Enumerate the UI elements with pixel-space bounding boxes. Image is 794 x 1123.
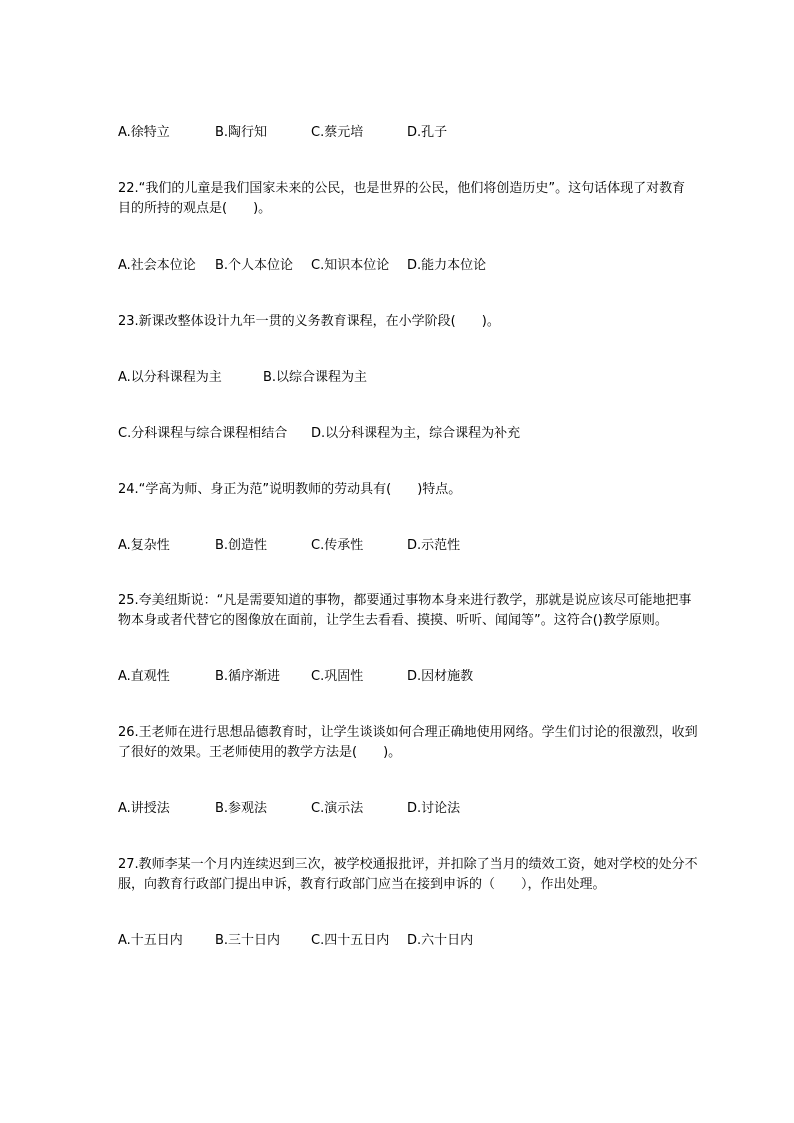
q25-option-b: B.循序渐进 [215, 669, 281, 684]
q26-option-d: D.讨论法 [407, 801, 461, 816]
q22-stem-line1: 22.“我们的儿童是我们国家未来的公民，也是世界的公民，他们将创造历史”。这句话体现了对教育 [118, 181, 686, 196]
q26-stem-line1: 26.王老师在进行思想品德教育时，让学生谈谈如何合理正确地使用网络。学生们讨论的很激烈，收到 [118, 725, 698, 740]
q27-option-d: D.六十日内 [407, 933, 474, 948]
q22-option-b: B.个人本位论 [215, 258, 294, 273]
q24-stem-line1: 24.“学高为师、身正为范”说明教师的劳动具有( )特点。 [118, 482, 462, 497]
q27-option-a: A.十五日内 [118, 933, 183, 948]
q21-option-d: D.孔子 [407, 125, 448, 140]
q24-option-b: B.创造性 [215, 538, 268, 553]
q24-option-d: D.示范性 [407, 538, 461, 553]
q22-option-c: C.知识本位论 [311, 258, 390, 273]
q21-option-c: C.蔡元培 [311, 125, 364, 140]
q23-option-a: A.以分科课程为主 [118, 370, 222, 385]
q27-stem-line2: 服，向教育行政部门提出申诉，教育行政部门应当在接到申诉的（ ），作出处理。 [118, 877, 606, 892]
q26-option-c: C.演示法 [311, 801, 364, 816]
q23-option-d: D.以分科课程为主，综合课程为补充 [311, 426, 521, 441]
q23-option-c: C.分科课程与综合课程相结合 [118, 426, 288, 441]
q25-stem-line2: 物本身或者代替它的图像放在面前，让学生去看看、摸摸、听听、闻闻等”。这符合()教学原则。 [118, 613, 668, 628]
q22-option-d: D.能力本位论 [407, 258, 487, 273]
q27-option-c: C.四十五日内 [311, 933, 390, 948]
q26-stem-line2: 了很好的效果。王老师使用的教学方法是( )。 [118, 745, 402, 760]
q27-stem-line1: 27.教师李某一个月内连续迟到三次，被学校通报批评，并扣除了当月的绩效工资，她对学校的处分不 [118, 857, 698, 872]
q25-option-a: A.直观性 [118, 669, 170, 684]
q21-option-b: B.陶行知 [215, 125, 268, 140]
q23-option-b: B.以综合课程为主 [263, 370, 368, 385]
q22-option-a: A.社会本位论 [118, 258, 196, 273]
q24-option-a: A.复杂性 [118, 538, 170, 553]
q24-option-c: C.传承性 [311, 538, 364, 553]
q27-option-b: B.三十日内 [215, 933, 281, 948]
q26-option-a: A.讲授法 [118, 801, 170, 816]
q25-option-c: C.巩固性 [311, 669, 364, 684]
q21-option-a: A.徐特立 [118, 125, 170, 140]
q25-option-d: D.因材施教 [407, 669, 474, 684]
q26-option-b: B.参观法 [215, 801, 268, 816]
q22-stem-line2: 目的所持的观点是( )。 [118, 201, 272, 216]
q25-stem-line1: 25.夸美纽斯说：“凡是需要知道的事物，都要通过事物本身来进行教学，那就是说应该尽可能地把事 [118, 593, 692, 608]
q23-stem-line1: 23.新课改整体设计九年一贯的义务教育课程，在小学阶段( )。 [118, 314, 500, 329]
